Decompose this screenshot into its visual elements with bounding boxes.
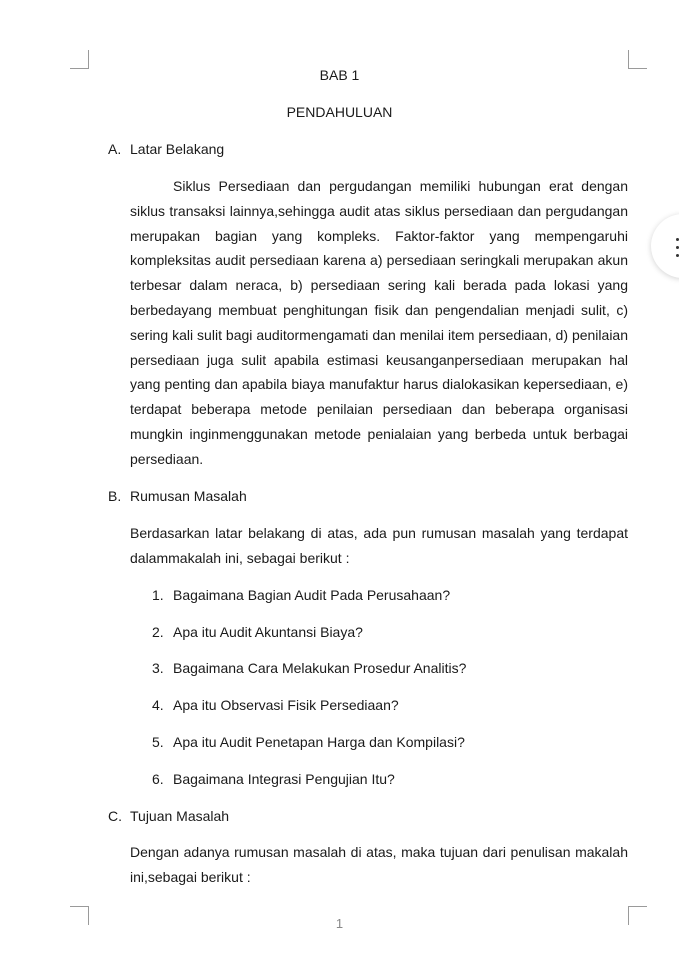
chapter-number: BAB 1 <box>319 67 360 83</box>
section-letter: C. <box>108 808 122 824</box>
section-heading-c <box>108 808 229 824</box>
problem-intro-paragraph: Berdasarkan latar belakang di atas, ada pun rumusan masalah yang terdapat dalammakalah ini, sebagai berikut : <box>130 525 628 566</box>
background-paragraph: Siklus Persediaan dan pergudangan memiliki hubungan erat dengan siklus transaksi lainnya,sehingga audit atas siklus persediaan dan pergudangan merupakan bagian yang kompleks. Faktor-faktor yang mempengaruhi kompleksitas audit persediaan karena a) persediaan seringkali merupakan akun terbesar dalam neraca, b) persediaan sering kali berada pada lokasi yang berbedayang membuat penghitungan fisik dan pengendalian menjadi sulit, c) sering kali sulit bagi auditormengamati dan menilai item persediaan, d) penilaian persediaan juga sulit apabila estimasi keusanganpersediaan merupakan hal yang penting dan apabila biaya manufaktur harus dialokasikan kepersediaan, e) terdapat beberapa metode penilaian persediaan dan beberapa organisasi mungkin inginmenggunakan metode penialaian yang berbeda untuk berbagai persediaan. <box>130 178 628 467</box>
section-heading-b <box>108 488 247 504</box>
list-item: 4. Apa itu Observasi Fisik Persediaan? <box>152 697 399 713</box>
list-item: 1. Bagaimana Bagian Audit Pada Perusahaan? <box>152 587 451 603</box>
section-title: Rumusan Masalah <box>130 488 247 504</box>
list-item: 3. Bagaimana Cara Melakukan Prosedur Analitis? <box>152 660 467 676</box>
purpose-paragraph: Dengan adanya rumusan masalah di atas, maka tujuan dari penulisan makalah ini,sebagai berikut : <box>130 844 628 885</box>
list-item: 2. Apa itu Audit Akuntansi Biaya? <box>152 624 363 640</box>
page-number: 1 <box>335 916 344 931</box>
section-title: Latar Belakang <box>130 141 225 157</box>
section-letter: B. <box>108 488 122 504</box>
section-heading-a <box>108 141 224 157</box>
section-letter: A. <box>108 141 122 157</box>
list-item: 6. Bagaimana Integrasi Pengujian Itu? <box>152 771 395 787</box>
chapter-title: PENDAHULUAN <box>286 104 393 120</box>
side-menu-handle[interactable] <box>651 214 679 278</box>
section-title: Tujuan Masalah <box>130 808 230 824</box>
list-item: 5. Apa itu Audit Penetapan Harga dan Kompilasi? <box>152 734 465 750</box>
